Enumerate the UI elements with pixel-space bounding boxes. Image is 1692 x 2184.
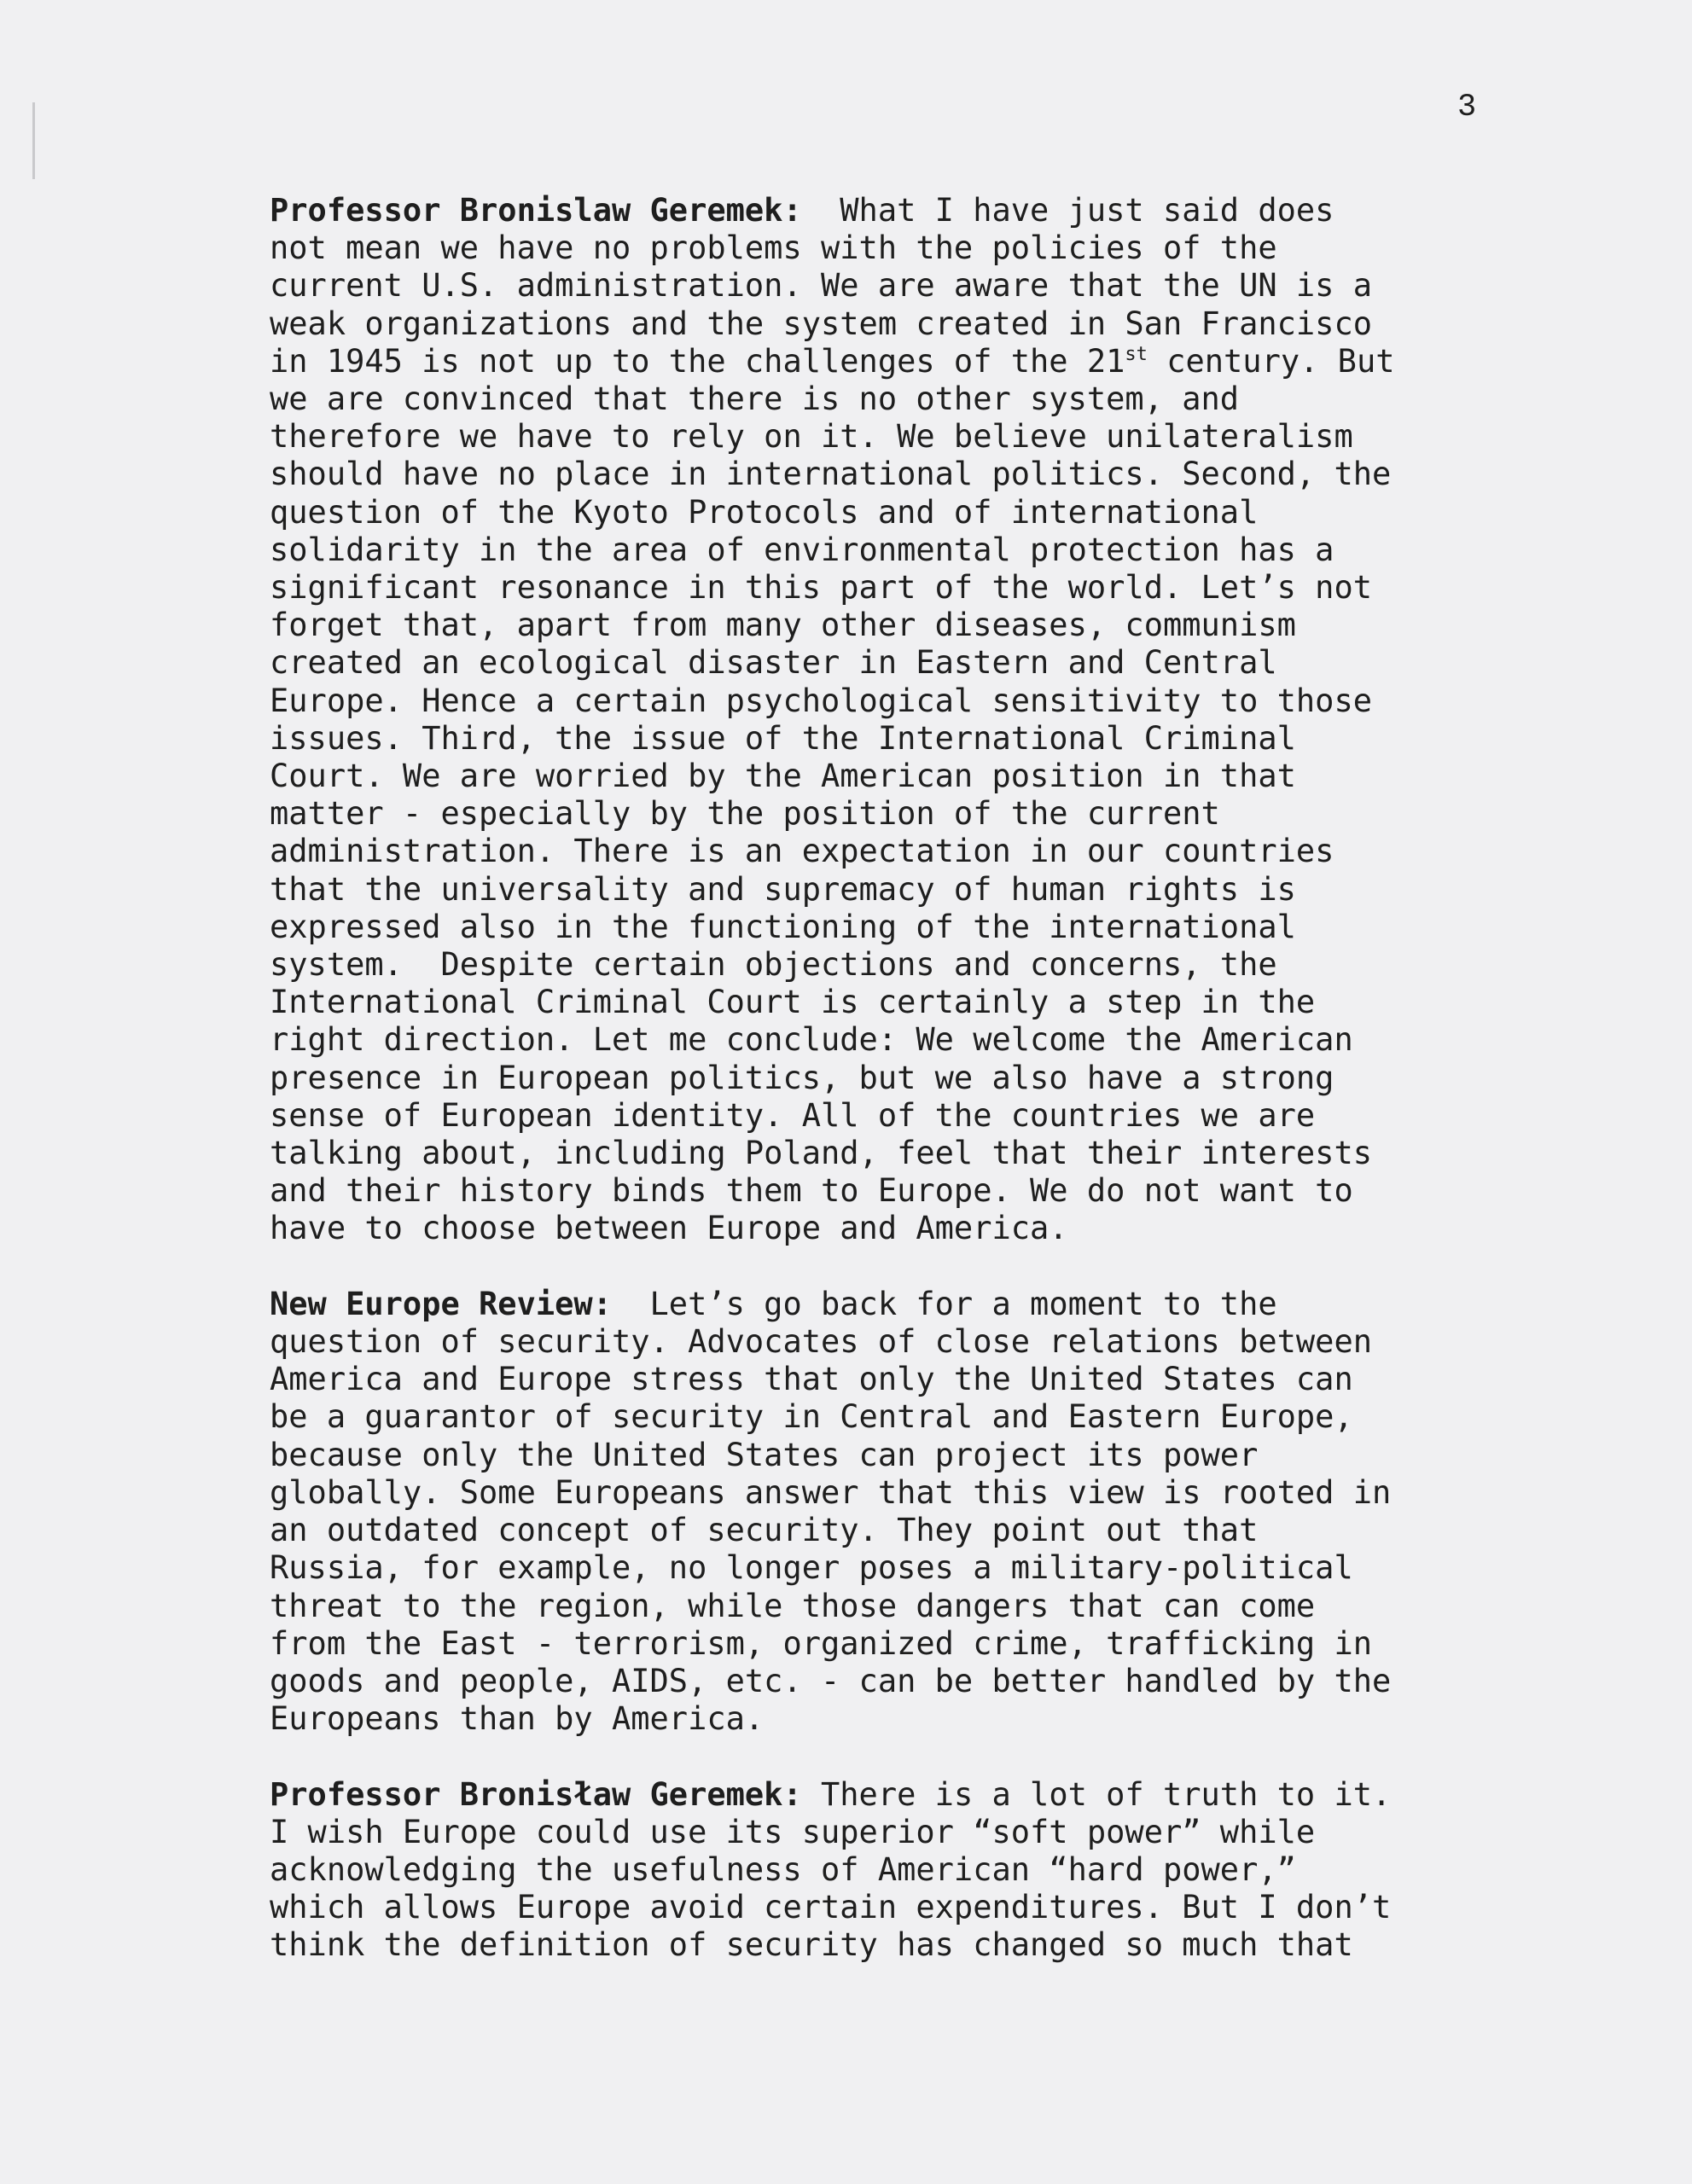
scan-edge-mark (32, 102, 35, 179)
text-line: in 1945 is not up to the challenges of the 21 (270, 342, 1125, 380)
body-text (270, 192, 1498, 1965)
text-line: an outdated concept of security. They point out that (270, 1512, 1259, 1549)
text-line: solidarity in the area of environmental protection has a (270, 531, 1334, 568)
text-line: America and Europe stress that only the United States can (270, 1361, 1353, 1398)
speaker-label: Professor Bronisław Geremek: (270, 1775, 802, 1813)
superscript: st (1125, 343, 1148, 365)
text-line: There is a lot of truth to it. (801, 1775, 1392, 1813)
text-line: created an ecological disaster in Eastern and Central (270, 644, 1277, 682)
text-line: not mean we have no problems with the policies of the (270, 229, 1277, 267)
paragraph-gap (270, 1248, 1498, 1286)
text-line: weak organizations and the system created in San Francisco (270, 305, 1373, 342)
text-line: be a guarantor of security in Central and Eastern Europe, (270, 1398, 1353, 1436)
text-line: acknowledging the usefulness of American “hard power,” (270, 1850, 1296, 1888)
speaker-label: New Europe Review: (270, 1285, 612, 1322)
text-line: globally. Some Europeans answer that this view is rooted in (270, 1473, 1392, 1511)
text-line: Russia, for example, no longer poses a military-political (270, 1549, 1353, 1587)
text-line: which allows Europe avoid certain expenditures. But I don’t (270, 1889, 1392, 1926)
text-line: Europe. Hence a certain psychological sensitivity to those (270, 682, 1373, 719)
paragraph-geremek-1 (270, 192, 1498, 1248)
text-line: talking about, including Poland, feel that their interests (270, 1135, 1373, 1172)
text-line: question of the Kyoto Protocols and of international (270, 493, 1259, 531)
text-line: forget that, apart from many other diseases, communism (270, 607, 1296, 644)
text-line: significant resonance in this part of the world. Let’s not (270, 569, 1373, 607)
text-line: think the definition of security has changed so much that (270, 1926, 1353, 1964)
text-line: because only the United States can project its power (270, 1436, 1259, 1473)
page-number: 3 (1457, 90, 1477, 125)
text-line: I wish Europe could use its superior “soft power” while (270, 1813, 1316, 1850)
text-line: International Criminal Court is certainly a step in the (270, 984, 1316, 1021)
text-line: therefore we have to rely on it. We believe unilateralism (270, 418, 1353, 456)
text-line: have to choose between Europe and America. (270, 1210, 1068, 1247)
text-line: Europeans than by America. (270, 1700, 765, 1738)
text-line: Let’s go back for a moment to the (611, 1285, 1277, 1322)
text-line: that the universality and supremacy of human rights is (270, 870, 1296, 908)
text-line: matter - especially by the position of the current (270, 795, 1220, 833)
text-line: expressed also in the functioning of the international (270, 908, 1296, 945)
text-line: presence in European politics, but we also have a strong (270, 1059, 1334, 1096)
paragraph-geremek-2 (270, 1776, 1498, 1965)
text-line: century. But (1147, 342, 1395, 380)
text-line: threat to the region, while those dangers that can come (270, 1587, 1316, 1624)
speaker-label: Professor Bronislaw Geremek: (270, 192, 802, 229)
text-line: goods and people, AIDS, etc. - can be better handled by the (270, 1662, 1392, 1699)
text-line: issues. Third, the issue of the International Criminal (270, 719, 1296, 757)
paragraph-review (270, 1286, 1498, 1738)
text-line: Court. We are worried by the American position in that (270, 758, 1296, 795)
text-line: administration. There is an expectation in our countries (270, 833, 1334, 870)
text-line: we are convinced that there is no other system, and (270, 380, 1240, 418)
text-line: from the East - terrorism, organized crime, trafficking in (270, 1624, 1373, 1662)
text-line: system. Despite certain objections and concerns, the (270, 946, 1277, 984)
text-line: question of security. Advocates of close relations between (270, 1323, 1373, 1361)
text-line: and their history binds them to Europe. We do not want to (270, 1172, 1353, 1210)
text-line: current U.S. administration. We are aware that the UN is a (270, 267, 1373, 305)
text-line: should have no place in international politics. Second, the (270, 456, 1392, 493)
text-line: sense of European identity. All of the countries we are (270, 1096, 1316, 1134)
text-line: What I have just said does (801, 192, 1334, 229)
paragraph-gap (270, 1738, 1498, 1775)
text-line: right direction. Let me conclude: We welcome the American (270, 1021, 1353, 1059)
